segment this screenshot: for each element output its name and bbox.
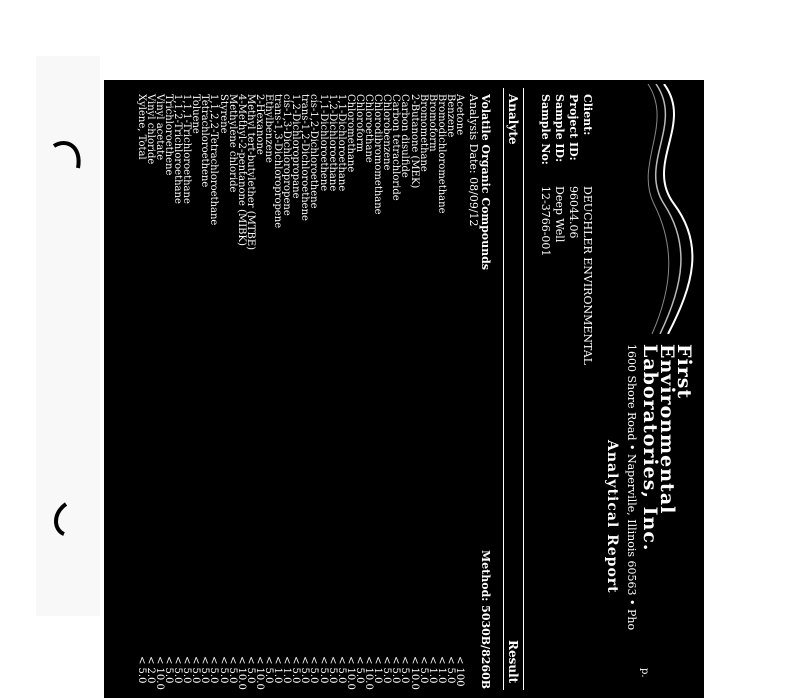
analyte-name: Chloroethane [363, 94, 375, 163]
table-row [191, 94, 200, 684]
company-name-line2: Environmental [656, 344, 678, 515]
table-row [319, 94, 328, 684]
analyte-name: Benzene [444, 94, 456, 138]
analyte-name: trans-1,3-Dichloropropene [272, 94, 284, 229]
table-row [309, 94, 318, 684]
analyte-result: < 5.0 [163, 656, 174, 684]
analyte-result: < 5.0 [381, 656, 393, 684]
analyte-result: < 1.0 [426, 656, 438, 684]
sample-id-value: Deep Well [553, 186, 566, 243]
analyte-result: < 5.0 [399, 656, 411, 684]
company-name [639, 344, 695, 552]
table-row [273, 94, 282, 684]
analyte-result: < 5.0 [135, 656, 147, 684]
table-row [400, 94, 409, 684]
analyte-name: Carbon disulfide [399, 94, 411, 178]
table-row [373, 94, 382, 684]
analyte-name: cis-1,3-Dichloropropene [281, 94, 293, 216]
table-row [264, 94, 273, 684]
analyte-result: < 10.0 [253, 656, 265, 690]
analyte-name: 1,1,2,2-Tetrachloroethane [208, 94, 220, 226]
analyte-result: < 5.0 [263, 656, 275, 684]
analysis-date: Analysis Date: 08/09/12 [467, 94, 480, 227]
analyte-result: < 1.0 [281, 656, 293, 684]
analyte-result: < 5.0 [208, 656, 220, 684]
analyte-name: 2-Hexanone [253, 94, 265, 155]
table-row [209, 94, 218, 684]
analyte-name: 1,2-Dichloroethane [326, 94, 338, 192]
table-row [408, 94, 420, 690]
analyte-result: < 5.0 [444, 656, 456, 684]
table-row [454, 94, 465, 687]
table-row [218, 94, 227, 684]
analyte-result: < 10.0 [153, 656, 165, 690]
analyte-name: Chlorobenzene [381, 94, 393, 171]
analyte-result: < 1.0 [272, 656, 284, 684]
analyte-result: < 5.0 [217, 656, 229, 684]
analyte-name: Toluene [190, 94, 202, 134]
company-name-line1: First [673, 344, 695, 400]
sample-no-value: 12-3766-001 [539, 186, 552, 257]
table-row [182, 94, 191, 684]
analytical-report-document [104, 80, 704, 698]
company-name-line3: Laboratories, Inc. [639, 344, 661, 552]
analyte-list [135, 94, 465, 690]
report-title: Analytical Report [604, 440, 620, 594]
analyte-name: Tetrachloroethene [199, 94, 211, 188]
table-top-rule [523, 88, 524, 690]
section-title: Volatile Organic Compounds [479, 94, 492, 270]
analyte-result: < 5.0 [190, 656, 202, 684]
analyte-result: < 5.0 [308, 656, 320, 684]
table-row [446, 94, 455, 684]
sample-no-label: Sample No: [539, 94, 552, 165]
analyte-name: Vinyl chloride [144, 94, 156, 165]
analyte-result: < 5.0 [199, 656, 211, 684]
analyte-result: < 5.0 [326, 656, 338, 684]
analyte-result: < 5.0 [181, 656, 193, 684]
analyte-name: 1,1,2-Trichloroethane [172, 94, 184, 204]
client-label: Client: [581, 94, 594, 136]
analyte-name: Acetone [454, 94, 465, 136]
analyte-result: < 5.0 [353, 656, 365, 684]
analyte-name: 4-Methyl-2-pentanone (MIBK) [235, 94, 247, 246]
analyte-name: Vinyl acetate [153, 94, 165, 161]
sample-id-label: Sample ID: [553, 94, 566, 163]
analyte-name: Chloroform [353, 94, 365, 153]
analyte-name: cis-1,2-Dichloroethene [308, 94, 320, 209]
table-row [153, 94, 165, 690]
table-row [391, 94, 400, 684]
analyte-result: < 5.0 [335, 656, 347, 684]
analyte-result: < 5.0 [290, 656, 302, 684]
result-column-header: Result [506, 640, 520, 684]
table-row [146, 94, 155, 684]
table-row [235, 94, 247, 690]
table-row [328, 94, 337, 684]
table-row [437, 94, 446, 684]
table-row [164, 94, 173, 684]
page-marker: p. [639, 668, 650, 678]
analyte-result: < 10.0 [235, 656, 247, 690]
analyte-result: < 10.0 [344, 656, 356, 690]
table-row [344, 94, 356, 690]
project-label: Project ID: [567, 94, 580, 161]
table-row [355, 94, 364, 684]
table-row [282, 94, 291, 684]
analyte-name: 2-Butanone (MEK) [408, 94, 420, 189]
client-value: DEUCHLER ENVIRONMENTAL [581, 186, 594, 366]
table-row [253, 94, 265, 690]
analyte-name: Chloromethane [344, 94, 356, 173]
analyte-result: < 5.0 [299, 656, 311, 684]
table-row [200, 94, 209, 684]
analyte-name: Bromoform [426, 94, 438, 152]
analyte-result: < 1.0 [435, 656, 447, 684]
analyte-result: < 10.0 [363, 656, 375, 690]
analyte-name: 1,2-Dichloropropane [290, 94, 302, 199]
analyte-name: 1,1,1-Trichloroethane [181, 94, 193, 204]
analyte-name: Methyl tert-butylether (MTBE) [244, 94, 256, 251]
analyte-result: < 5.0 [226, 656, 238, 684]
analyte-result: < 5.0 [417, 656, 429, 684]
table-row [382, 94, 391, 684]
analyte-name: Chlorodibromomethane [372, 94, 384, 215]
analyte-name: Carbon tetrachloride [390, 94, 402, 201]
punch-hole-top [48, 128, 86, 184]
company-address: 1600 Shore Road • Naperville, Illinois 60563 • Pho [625, 344, 638, 631]
table-header-rule [503, 88, 504, 690]
analyte-result: < 1.0 [372, 656, 384, 684]
analyte-result: < 10.0 [408, 656, 420, 690]
analyte-result: < 5.0 [244, 656, 256, 684]
analyte-name: trans-1,2-Dichloroethene [299, 94, 311, 221]
company-logo-wave [640, 84, 704, 334]
table-row [428, 94, 437, 684]
table-row [291, 94, 300, 684]
analyte-result: < 5.0 [172, 656, 184, 684]
method-label: Method: 5030B/8260B [479, 550, 492, 690]
project-value: 96044.06 [567, 186, 580, 239]
analyte-result: < 5.0 [390, 656, 402, 684]
analyte-name: Ethylbenzene [263, 94, 275, 163]
analyte-name: Styrene [217, 94, 229, 134]
analyte-name: 1,1-Dichloroethane [335, 94, 347, 192]
table-row [419, 94, 428, 684]
analyte-name: Xylene, Total [135, 94, 147, 160]
analyte-name: Bromomethane [417, 94, 429, 172]
analyte-result: < 5.0 [317, 656, 329, 684]
analyte-name: 1,1-Dichloroethene [317, 94, 329, 192]
analyte-column-header: Analyte [506, 94, 520, 145]
table-row [337, 94, 346, 684]
analyte-name: Methylene chloride [226, 94, 238, 193]
analyte-name: Trichloroethene [163, 94, 174, 176]
report-page [104, 80, 704, 698]
analyte-result: < 100 [454, 656, 465, 687]
table-row [228, 94, 237, 684]
table-row [363, 94, 375, 690]
analyte-name: Bromodichloromethane [435, 94, 447, 214]
table-row [300, 94, 309, 684]
table-row [137, 94, 146, 684]
table-row [173, 94, 182, 684]
analyte-result: < 2.0 [144, 656, 156, 684]
table-row [246, 94, 255, 684]
punch-hole-bottom [44, 490, 82, 546]
